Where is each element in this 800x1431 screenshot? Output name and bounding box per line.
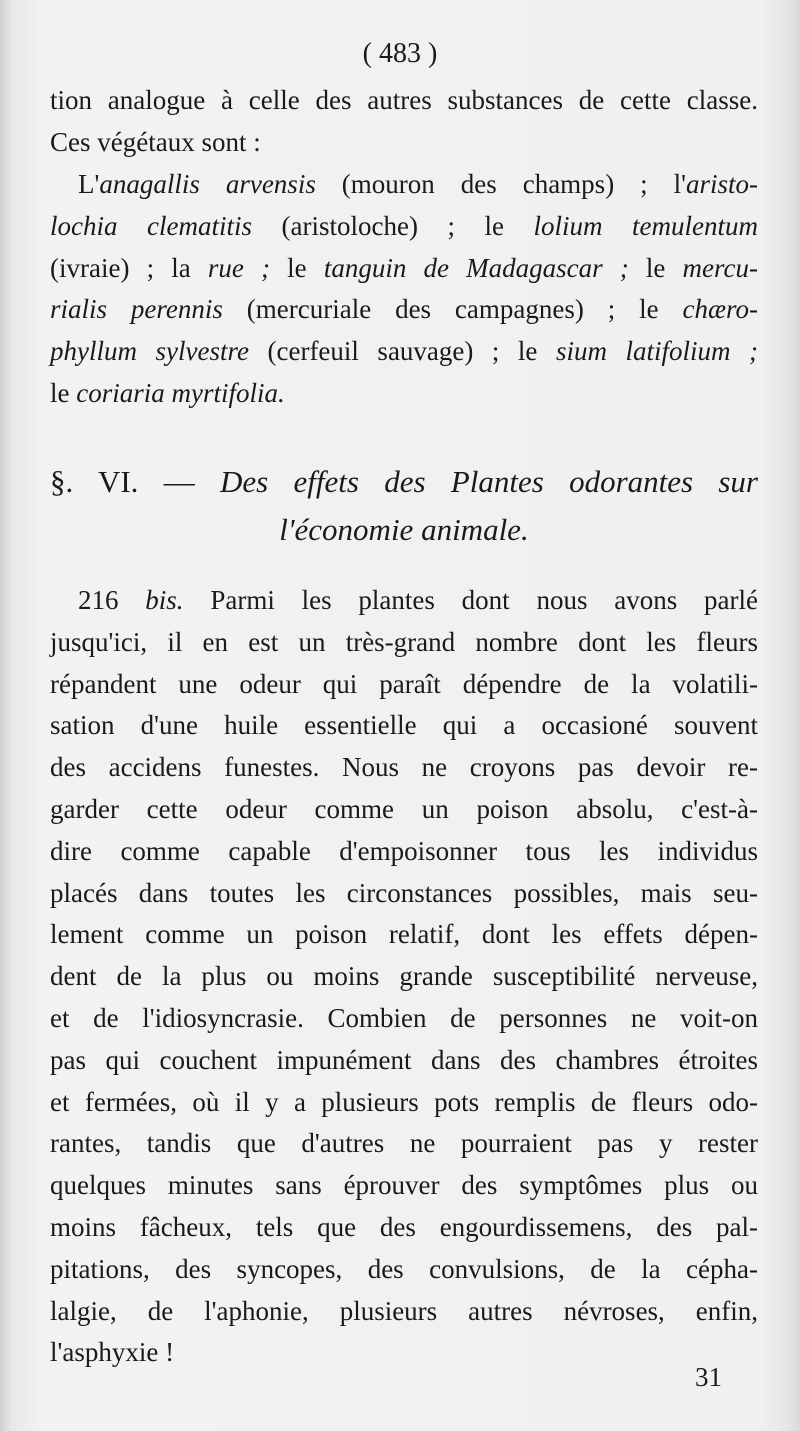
text-line: garder cette odeur comme un poison absolu, c'est-à-: [50, 793, 758, 824]
text-line: l'asphyxie !: [50, 1337, 175, 1368]
paragraph-number: 216: [78, 585, 119, 615]
text-line: moins fâcheux, tels que des engourdissemens, des pal-: [50, 1211, 758, 1242]
latin-name: sium latifolium ;: [555, 336, 758, 367]
paragraph-continuation: [50, 80, 758, 164]
page-number: ( 483 ): [362, 38, 438, 69]
text-line: quelques minutes sans éprouver des symptômes plus ou: [50, 1170, 758, 1201]
text-line: rantes, tandis que d'autres ne pourraient pas y rester: [50, 1128, 758, 1159]
paragraph-suffix: bis.: [118, 585, 184, 615]
text-run: le: [628, 252, 683, 283]
latin-name: aristo-: [686, 169, 759, 199]
text-run: (ivraie) ; la: [50, 252, 208, 283]
text-line: pas qui couchent impunément dans des chambres étroites: [50, 1044, 758, 1075]
text-run: le: [50, 377, 77, 408]
text-run: le: [270, 252, 324, 283]
section-title-line-1: [50, 458, 758, 506]
text-line: et fermées, où il y a plusieurs pots remplis de fleurs odo-: [50, 1086, 758, 1117]
text-line: lement comme un poison relatif, dont les effets dépen-: [50, 919, 758, 950]
paragraph-216-bis: [50, 580, 758, 1374]
text-line: [50, 206, 758, 248]
latin-name: mercu-: [682, 252, 759, 283]
text-line: Ces végétaux sont :: [50, 126, 261, 157]
latin-name: lolium temulentum: [533, 210, 758, 241]
text-line: des accidens funestes. Nous ne croyons pas devoir re-: [50, 752, 758, 783]
text-line: répandent une odeur qui paraît dépendre de la volatili-: [50, 668, 758, 699]
latin-name: anagallis arvensis: [99, 169, 316, 199]
species-list: [50, 164, 758, 415]
text-run: (mouron des champs) ; l': [315, 169, 686, 199]
latin-name: tanguin de Madagascar ;: [323, 252, 629, 283]
text-line: pitations, des syncopes, des convulsions, de la cépha-: [50, 1253, 758, 1284]
text-line: lalgie, de l'aphonie, plusieurs autres névroses, enfin,: [50, 1295, 758, 1326]
section-number: §. VI. —: [50, 464, 220, 499]
latin-name: lochia clematitis: [50, 210, 252, 241]
text-line: placés dans toutes les circonstances possibles, mais seu-: [50, 877, 758, 908]
text-line: [50, 331, 758, 373]
latin-name: coriaria myrtifolia.: [76, 377, 285, 408]
latin-name: phyllum sylvestre: [50, 336, 249, 367]
text-line: [50, 289, 758, 331]
section-title-line-2: l'économie animale.: [279, 512, 529, 547]
text-line: dire comme capable d'empoisonner tous les individus: [50, 835, 758, 866]
text-line: jusqu'ici, il en est un très-grand nombre dont les fleurs: [50, 626, 758, 657]
text-line: [50, 580, 758, 622]
text-run: (aristoloche) ; le: [252, 210, 534, 241]
text-line: tion analogue à celle des autres substances de cette classe.: [50, 85, 758, 115]
text-run: (cerfeuil sauvage) ; le: [248, 336, 556, 367]
text-line: sation d'une huile essentielle qui a occasioné souvent: [50, 710, 758, 741]
latin-name: rue ;: [207, 252, 271, 283]
text-run: (mercuriale des campagnes) ; le: [222, 294, 683, 325]
section-heading: [50, 458, 758, 554]
text-line: [50, 164, 758, 206]
latin-name: chæro-: [682, 294, 758, 325]
latin-name: rialis perennis: [50, 294, 223, 325]
text-line: et de l'idiosyncrasie. Combien de personnes ne voit-on: [50, 1002, 758, 1033]
section-title: Des effets des Plantes odorantes sur: [220, 464, 758, 499]
text-line: [50, 248, 758, 290]
signature-mark: 31: [695, 1362, 722, 1392]
text-run: Parmi les plantes dont nous avons parlé: [183, 585, 758, 615]
text-line: dent de la plus ou moins grande susceptibilité nerveuse,: [50, 961, 758, 992]
text-run: L': [78, 169, 100, 199]
text-line: [50, 373, 758, 415]
